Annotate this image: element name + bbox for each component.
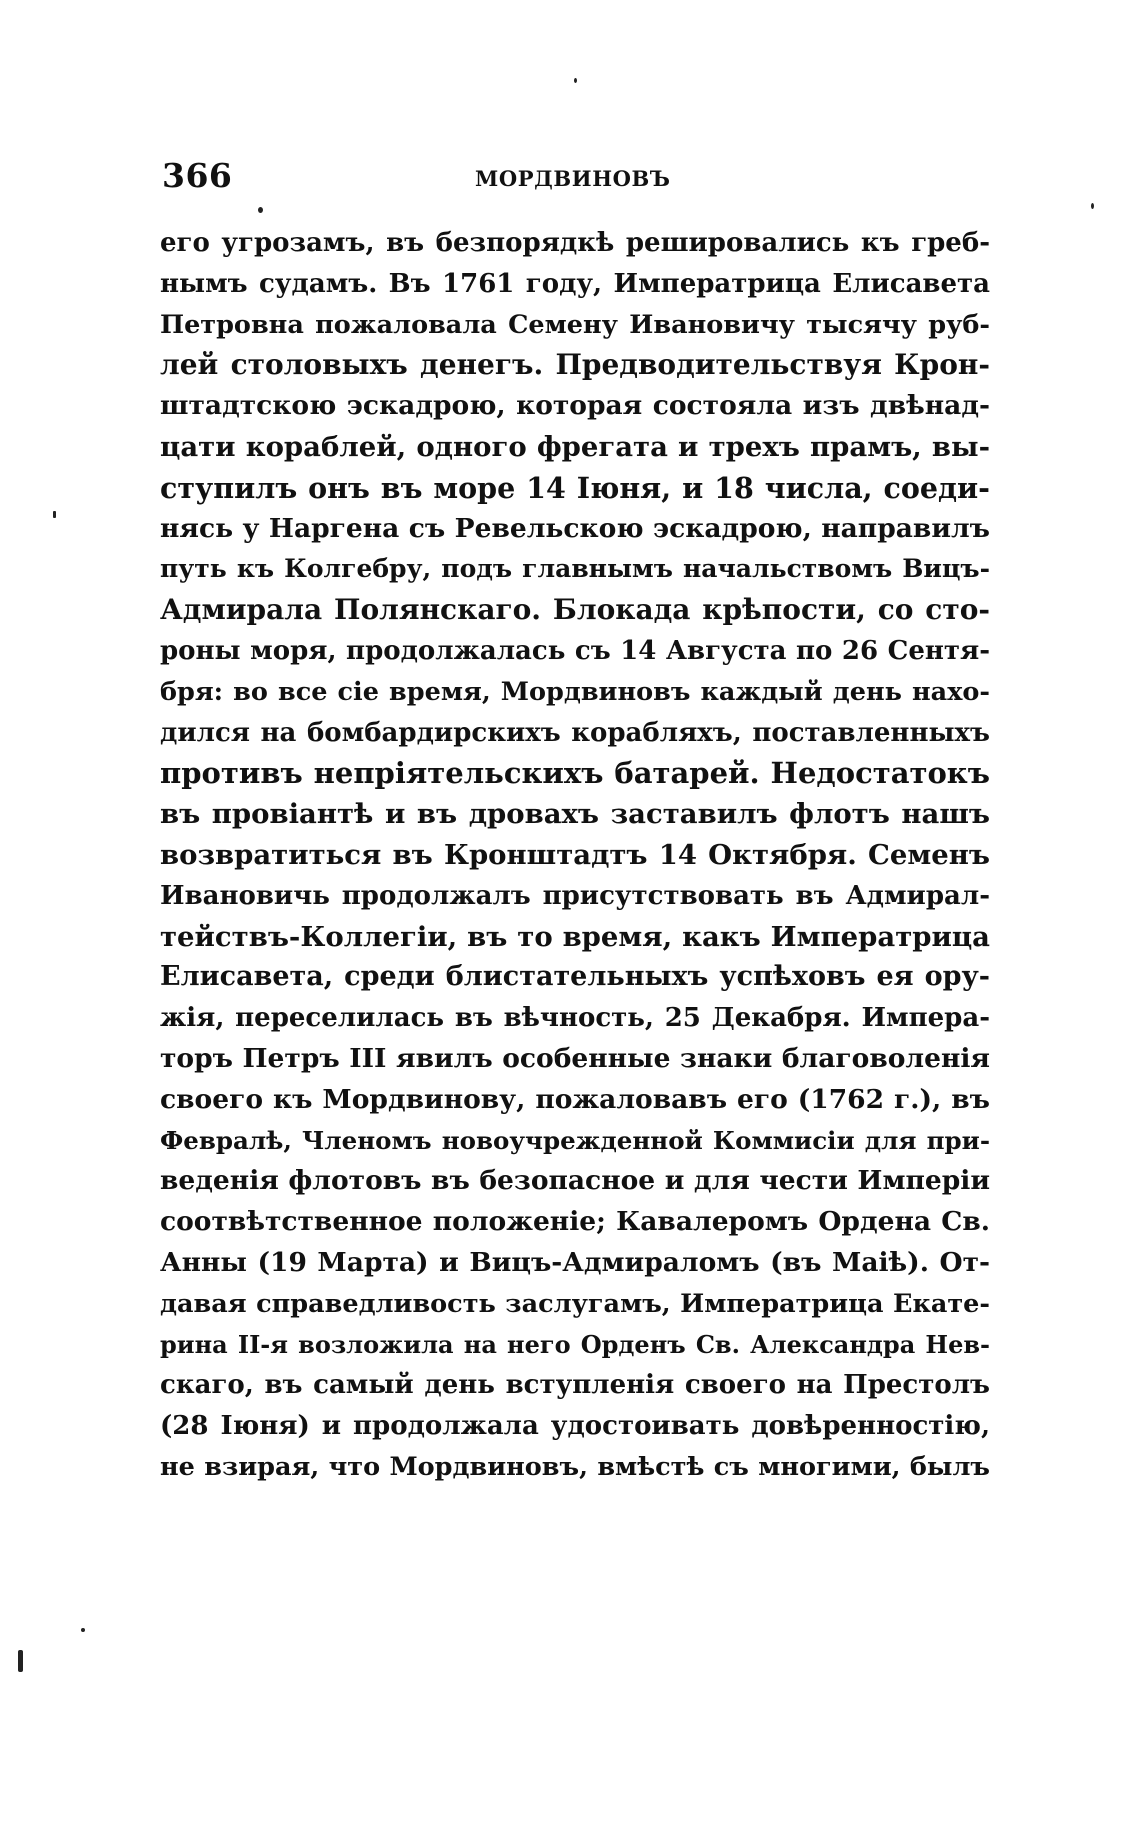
text-line: жія, переселилась въ вѣчность, 25 Декабря. Импера-	[160, 1003, 990, 1034]
text-line: не взирая, что Мордвиновъ, вмѣстѣ съ многими, былъ	[160, 1451, 990, 1482]
text-line: скаго, въ самый день вступленія своего на Престолъ	[160, 1370, 990, 1401]
scan-speck	[1091, 203, 1094, 209]
text-line: Елисавета, среди блистательныхъ успѣховъ ея ору-	[160, 961, 990, 993]
text-line: рина II-я возложила на него Орденъ Св. Александра Нев-	[160, 1329, 990, 1359]
text-line: роны моря, продолжалась съ 14 Августа по 26 Сентя-	[160, 635, 990, 666]
text-line: штадтскою эскадрою, которая состояла изъ двѣнад-	[160, 390, 990, 422]
text-line: веденія флотовъ въ безопасное и для чести Имперіи	[160, 1165, 990, 1197]
text-line: нясь у Наргена съ Ревельскою эскадрою, направилъ	[160, 512, 990, 544]
text-line: Февралѣ, Членомъ новоучрежденной Коммисіи для при-	[160, 1125, 990, 1155]
text-line: Адмирала Полянскаго. Блокада крѣпости, со сто-	[160, 593, 990, 627]
scan-speck	[18, 1650, 23, 1672]
scan-speck	[81, 1628, 85, 1632]
text-line: дился на бомбардирскихъ корабляхъ, поставленныхъ	[160, 717, 990, 748]
text-line: нымъ судамъ. Въ 1761 году, Императрица Елисавета	[160, 268, 990, 299]
text-line: въ провіантѣ и въ дровахъ заставилъ флотъ нашъ	[160, 798, 990, 831]
text-line: своего къ Мордвинову, пожаловавъ его (1762 г.), въ	[160, 1083, 990, 1115]
text-line: Ивановичь продолжалъ присутствовать въ Адмирал-	[160, 880, 990, 911]
text-line: ступилъ онъ въ море 14 Іюня, и 18 числа, соеди-	[160, 470, 990, 505]
scan-speck	[258, 207, 263, 213]
text-line: торъ Петръ III явилъ особенные знаки благоволенія	[160, 1042, 990, 1074]
text-line: тействъ-Коллегіи, въ то время, какъ Императрица	[160, 920, 990, 953]
text-line: лей столовыхъ денегъ. Предводительствуя Крон-	[160, 348, 990, 382]
text-line: Петровна пожаловала Семену Ивановичу тысячу руб-	[160, 309, 990, 340]
text-line: бря: во все сіе время, Мордвиновъ каждый день нахо-	[160, 676, 990, 707]
running-title: МОРДВИНОВЪ	[475, 166, 671, 191]
text-line: противъ непріятельскихъ батарей. Недостатокъ	[160, 756, 990, 791]
text-line: давая справедливость заслугамъ, Императрица Екате-	[160, 1288, 990, 1319]
text-line: Анны (19 Марта) и Вицъ-Адмираломъ (въ Маіѣ). От-	[160, 1246, 990, 1278]
text-line: путь къ Колгебру, подъ главнымъ начальствомъ Вицъ-	[160, 554, 990, 584]
body-text	[160, 223, 990, 1488]
text-line: его угрозамъ, въ безпорядкѣ решировались къ греб-	[160, 228, 990, 258]
page-number: 366	[162, 156, 233, 195]
text-line: соотвѣтственное положеніе; Кавалеромъ Ордена Св.	[160, 1206, 990, 1238]
text-line: (28 Іюня) и продолжала удостоивать довѣренностію,	[160, 1411, 990, 1442]
text-line: возвратиться въ Кронштадтъ 14 Октября. Семенъ	[160, 838, 990, 871]
scan-speck	[574, 78, 577, 83]
scan-speck	[53, 511, 56, 518]
text-line: цати кораблей, одного фрегата и трехъ прамъ, вы-	[160, 430, 990, 463]
